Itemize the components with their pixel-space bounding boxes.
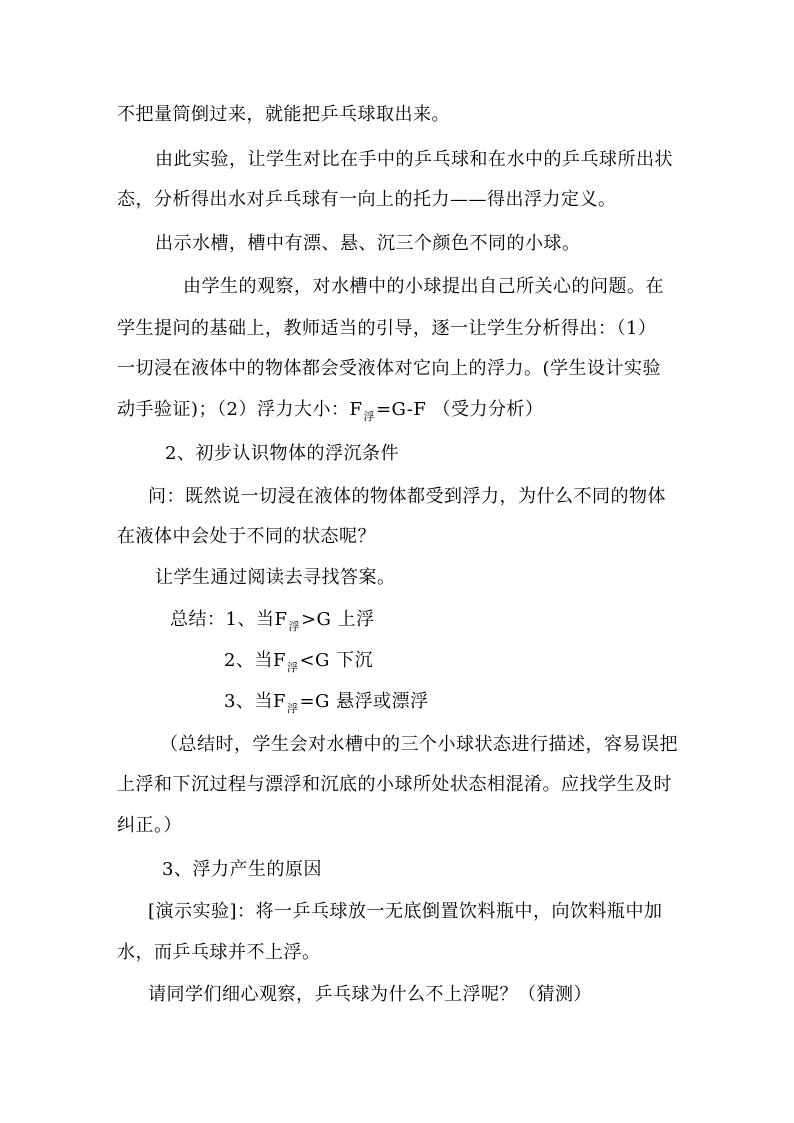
formula-text: <G 下沉 (299, 650, 374, 671)
paragraph-line: 一切浸在液体中的物体都会受液体对它向上的浮力。(学生设计实验 (117, 358, 662, 379)
subscript: 浮 (286, 702, 299, 715)
summary-line (170, 608, 375, 634)
paragraph-line: 纠正。） (117, 815, 182, 836)
paragraph-line: 学生提问的基础上，教师适当的引导，逐一让学生分析得出：（1） (117, 318, 657, 339)
paragraph-line: 态，分析得出水对乒乓球有一向上的托力——得出浮力定义。 (117, 189, 617, 210)
subscript: 浮 (288, 620, 300, 633)
paragraph-line: 不把量筒倒过来，就能把乒乓球取出来。 (117, 104, 450, 125)
section-heading: 2、初步认识物体的浮沉条件 (165, 443, 399, 464)
formula-text: >G 上浮 (300, 609, 375, 630)
paragraph-line: 请同学们细心观察，乒乓球为什么不上浮呢？（猜测） (148, 984, 592, 1005)
paragraph-line: 由此实验，让学生对比在手中的乒乓球和在水中的乒乓球所出状 (155, 149, 673, 170)
paragraph-line: 让学生通过阅读去寻找答案。 (155, 567, 396, 588)
paragraph-line: 问：既然说一切浸在液体的物体都受到浮力，为什么不同的物体 (148, 486, 666, 507)
paragraph-line (117, 398, 544, 424)
paragraph-line: 在液体中会处于不同的状态呢？ (117, 526, 376, 547)
formula-text: =G 悬浮或漂浮 (299, 691, 429, 712)
paragraph-line: （总结时，学生会对水槽中的三个小球状态进行描述，容易误把 (160, 734, 678, 755)
paragraph-line: [演示实验]：将一乒乓球放一无底倒置饮料瓶中，向饮料瓶中加 (148, 901, 663, 922)
subscript: 浮 (363, 410, 375, 423)
formula-text: 2、当F (224, 650, 286, 671)
subscript: 浮 (286, 661, 299, 674)
formula-text: 3、当F (224, 691, 286, 712)
summary-line (224, 649, 373, 675)
formula-text: 总结：1、当F (170, 609, 288, 630)
section-heading: 3、浮力产生的原因 (162, 859, 322, 880)
paragraph-line: 水，而乒乓球并不上浮。 (117, 942, 321, 963)
paragraph-line: 出示水槽，槽中有漂、悬、沉三个颜色不同的小球。 (155, 233, 581, 254)
paragraph-line: 由学生的观察，对水槽中的小球提出自己所关心的问题。在 (183, 276, 664, 297)
summary-line (224, 690, 429, 716)
formula-text: 动手验证)；（2）浮力大小：F (117, 399, 363, 420)
paragraph-line: 上浮和下沉过程与漂浮和沉底的小球所处状态相混淆。应找学生及时 (117, 774, 672, 795)
formula-text: =G-F （受力分析） (375, 399, 544, 420)
